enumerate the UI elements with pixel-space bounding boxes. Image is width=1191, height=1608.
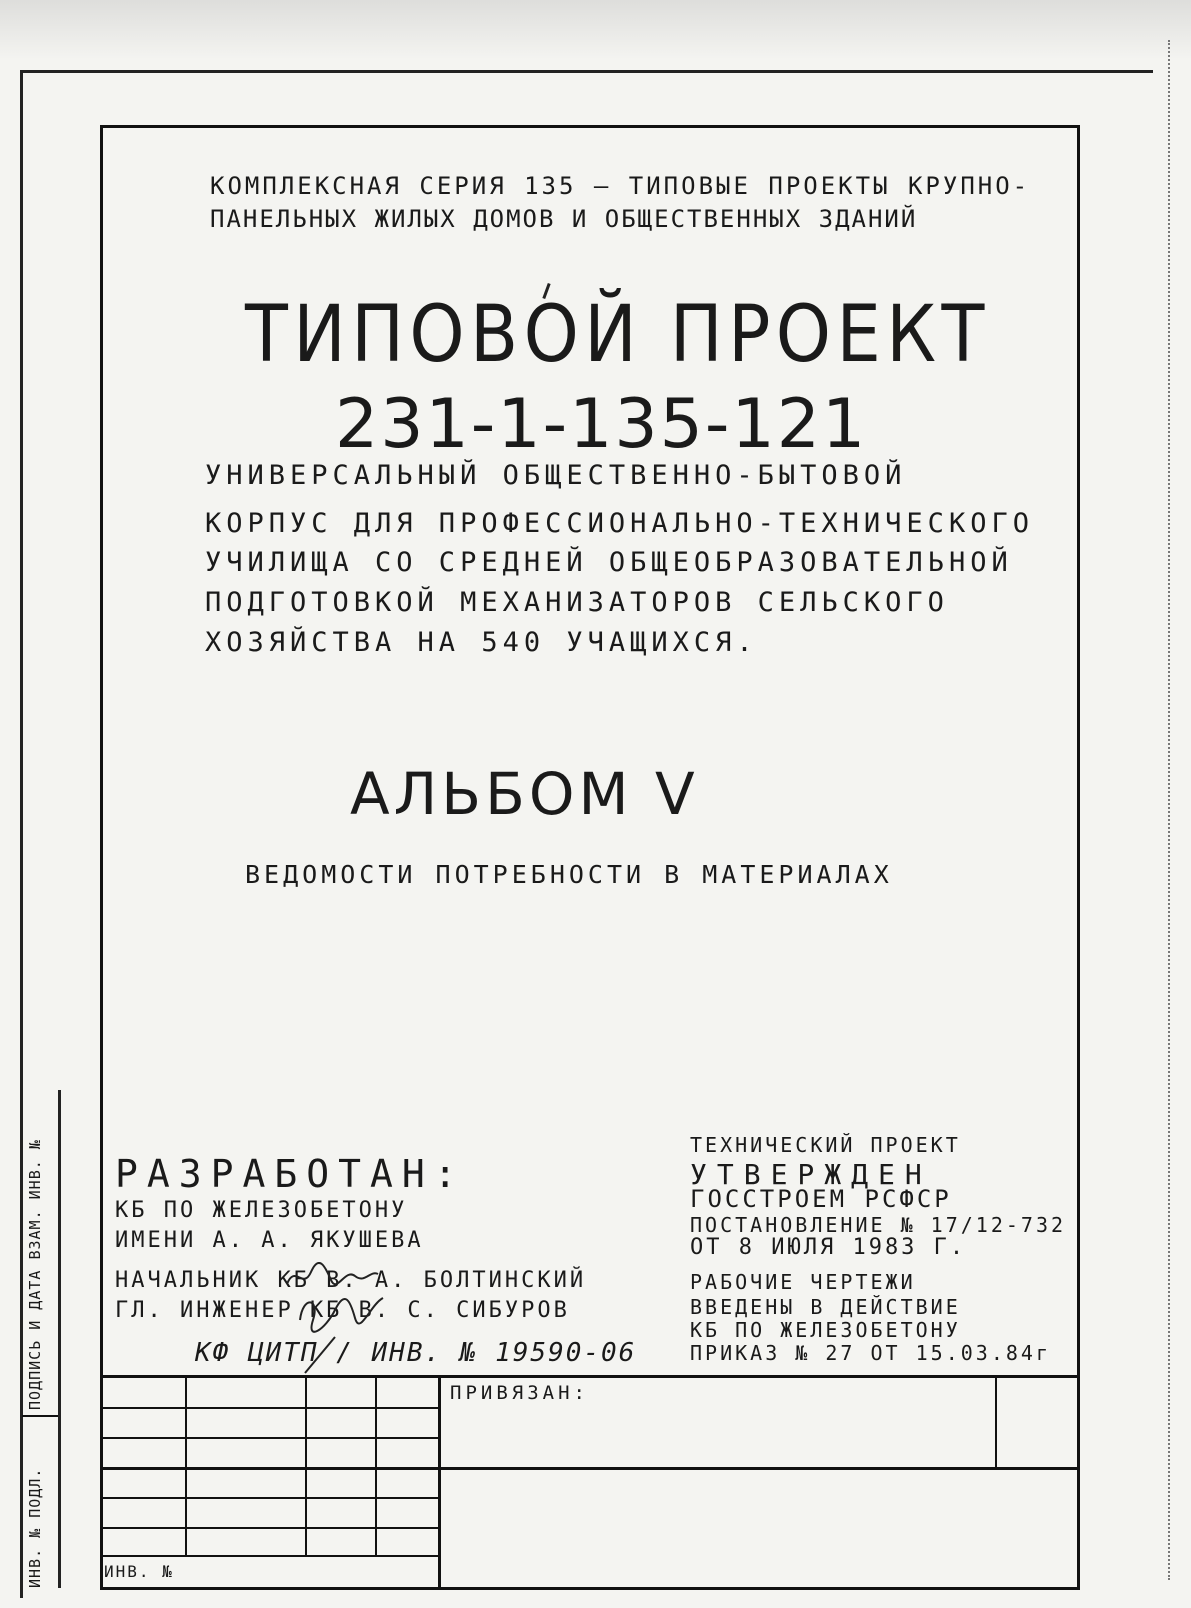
approval-line-8: КБ ПО ЖЕЛЕЗОБЕТОНУ [690,1318,961,1342]
series-line-1: КОМПЛЕКСНАЯ СЕРИЯ 135 — ТИПОВЫЕ ПРОЕКТЫ КРУПНО- [210,172,1031,200]
inventory-slash [300,1335,340,1375]
approval-line-9: ПРИКАЗ № 27 ОТ 15.03.84г [690,1341,1051,1365]
approval-line-1: ТЕХНИЧЕСКИЙ ПРОЕКТ [690,1133,961,1157]
table-top-line [100,1375,1080,1378]
scan-shadow [0,0,1191,60]
side-label-original: ИНВ. № ПОДЛ. [26,1467,44,1588]
chief-signature [285,1262,380,1292]
description-line-1: УНИВЕРСАЛЬНЫЙ ОБЩЕСТВЕННО-БЫТОВОЙ [205,460,907,491]
bound-label: ПРИВЯЗАН: [450,1382,589,1404]
approval-line-2: УТВЕРЖДЕН [690,1158,932,1191]
approval-line-7: ВВЕДЕНЫ В ДЕЙСТВИЕ [690,1295,961,1319]
description-line-2: КОРПУС ДЛЯ ПРОФЕССИОНАЛЬНО-ТЕХНИЧЕСКОГО [205,508,1034,539]
description-line-5: ХОЗЯЙСТВА НА 540 УЧАЩИХСЯ. [205,627,758,658]
developer-heading: РАЗРАБОТАН: [115,1152,466,1196]
table-row-line [100,1555,440,1557]
developer-org-line-1: КБ ПО ЖЕЛЕЗОБЕТОНУ [115,1198,408,1223]
approval-line-6: РАБОЧИЕ ЧЕРТЕЖИ [690,1270,916,1294]
series-line-2: ПАНЕЛЬНЫХ ЖИЛЫХ ДОМОВ И ОБЩЕСТВЕННЫХ ЗДАНИЙ [210,205,918,233]
project-code: 231-1-135-121 [335,385,868,464]
table-row-line [100,1437,440,1439]
table-row-line [100,1407,440,1409]
description-line-3: УЧИЛИЩА СО СРЕДНЕЙ ОБЩЕОБРАЗОВАТЕЛЬНОЙ [205,547,1013,578]
chief-line: НАЧАЛЬНИК КБ В. А. БОЛТИНСКИЙ [115,1268,587,1293]
album-title: АЛЬБОМ V [350,760,699,828]
inventory-cell-label: ИНВ. № [104,1562,174,1581]
table-col-line [375,1375,377,1555]
table-col-line [438,1375,441,1588]
table-col-line [185,1375,187,1555]
engineer-line: ГЛ. ИНЖЕНЕР КБ В. С. СИБУРОВ [115,1298,570,1323]
table-row-line [100,1527,440,1529]
album-subtitle: ВЕДОМОСТИ ПОТРЕБНОСТИ В МАТЕРИАЛАХ [245,860,893,889]
table-row-line [100,1467,1080,1470]
side-label-signature: ПОДПИСЬ И ДАТА ВЗАМ. ИНВ. № [26,1139,44,1410]
description-line-4: ПОДГОТОВКОЙ МЕХАНИЗАТОРОВ СЕЛЬСКОГО [205,587,949,618]
table-col-line [995,1375,997,1467]
table-col-line [305,1375,307,1555]
approval-line-5: ОТ 8 ИЮЛЯ 1983 Г. [690,1235,967,1260]
inventory-number: КФ ЦИТП / ИНВ. № 19590-06 [195,1338,637,1368]
side-strip-divider [22,1415,58,1417]
document-title: ТИПОВОЙ ПРОЕКТ [245,290,990,380]
approval-line-3: ГОССТРОЕМ РСФСР [690,1185,952,1213]
engineer-signature [295,1290,385,1335]
approval-line-4: ПОСТАНОВЛЕНИЕ № 17/12-732 [690,1213,1067,1237]
table-row-line [100,1497,440,1499]
right-edge-dots [1168,40,1170,1580]
developer-org-line-2: ИМЕНИ А. А. ЯКУШЕВА [115,1228,424,1253]
